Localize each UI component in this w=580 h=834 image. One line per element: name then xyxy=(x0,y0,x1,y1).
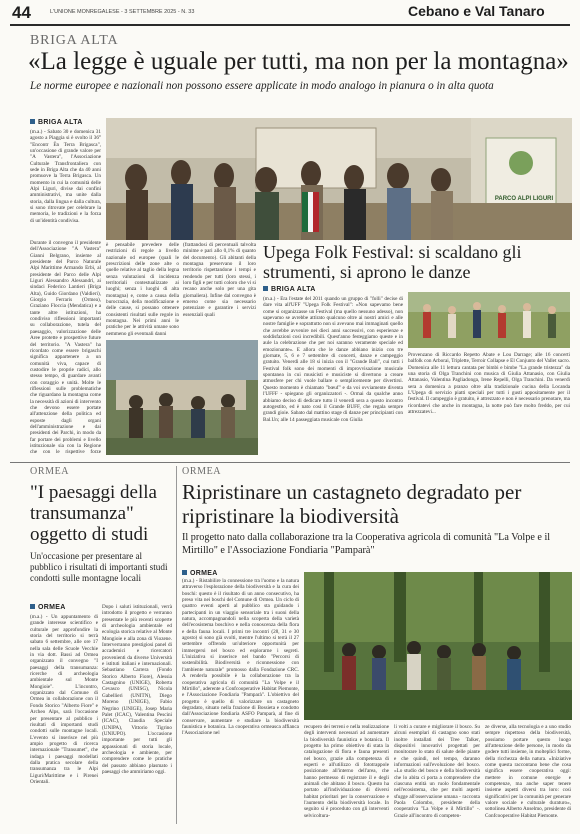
paesaggi-headline: "I paesaggi della transumanza" oggetto di studi xyxy=(30,482,157,545)
photo-conference xyxy=(106,118,572,240)
section-divider xyxy=(10,462,570,463)
byline-square-icon xyxy=(30,119,35,124)
page-header xyxy=(0,0,580,24)
castagneto-headline: Ripristinare un castagneto degradato per ripristinare la biodiversità xyxy=(182,480,522,528)
castagneto-byline-square-icon xyxy=(182,570,187,575)
kicker: BRIGA ALTA xyxy=(30,33,119,48)
paesaggi-col1: (m.a.) - Un appuntamento di grande interesse scientifico e culturale per approfondire la storia del territorio si terrà sabato 6 settembre, alle ore 17 nella sala delle Scuole Vecchie in via dott. Bassi ad Ormea organizzato il convegno "I paesaggi della transumanza: ricerche di archeologia ambientale sul Monte Mongioie". L'incontro, organizzato dal Comune di Ormea in collaborazione con il Fondo Storico "Alberto Fiore" e Archeo Alps, sarà l'occasione per presentare al pubblico i risultati di importanti studi condotti sulle montagne locali. L'evento si inserisce nel più ampio progetto di ricerca internazionale "Transumet", che indaga i paesaggi modellati dalla pratica secolare della transumanza tra le Alpi Liguri/Marittime e i Pirenei Orientali. xyxy=(30,614,98,785)
header-rule xyxy=(10,24,570,26)
photo-folk-dance xyxy=(408,292,570,348)
paesaggi-kicker: ORMEA xyxy=(30,466,70,477)
castagneto-subhead: Il progetto nato dalla collaborazione tra la Cooperativa agricola di comunità "La Volpe e il Mirtillo" e l'Associazione Fondiaria "Pamparà" xyxy=(182,532,551,556)
castagneto-col1: (m.a.) - Ristabilire la connessione tra l'uomo e la natura attraverso l'esplorazione della biodiversità e la cura dei boschi: questo è il risultato di un anno consecutivo, ha preso vita nei boschi del Comune di Ormea. Un ciclo di quattro eventi aperti al pubblico sta guidando i partecipanti in un viaggio sensoriale tra i suoni della natura, accompagnandoli nella scoperta della varietà dell'ecosistema boschivo e nella conoscenza della flora e della fauna locali. I primi tre incontri (28, 31 e 30 agosto) si sono già svolti, mentre l'ultimo si terrà il 27 settembre offrendo un'ulteriore opportunità per immergersi nel bosco ed esplorarne i segreti. L'iniziativa si inserisce nel bando "Percorsi di sostenibilità. Biodiversità e riconnessione con l'ambiente naturale" promosso dalla Fondazione CRC. A renderla possibile è la collaborazione tra la cooperativa agricola di comunità "La Volpe e il Mirtillo", aderente a Confcooperative Habitat Piemonte, e l'Associazione Fondiaria "Pamparà". L'obiettivo del progetto è quello di valorizzare un castagneto degradato, situato nella frazione di Bossieta e condotto dall'Associazione fondiaria ASFO Pamparà, al fine di conservare, aumentare e studiare la biodiversità faunistica e botanica. La cooperativa ormeasca affianca l'Associazione nel xyxy=(182,578,299,737)
folk-byline-square-icon xyxy=(263,286,268,291)
paesaggi-byline-text: ORMEA xyxy=(38,604,66,611)
folk-col1: (m.a.) - Era l'estate del 2011 quando un gruppo di "folli" decise di dare vita all'UFF "Upega Folk Festival": «Non sapevamo bene come si organizzasse un Festival (ma quello nessuno adesso), non sapevamo se avrebbe attirato qualcuno oltre ai nostri amici e alle nostre famiglie e soprattutto non si avevano mai immaginati quello che avrebbe avvenire nei dieci anni successivi, con esperienze e soddisfazioni così incredibili. Quest'anno festeggiamo queste e in aule la celebrazione che per noi saranno veramente speciale ed emozionante». E allora che le danze abbiano inizio con tre giornate, 5, 6 e 7 settembre di concerti, danze e campeggio gratuito. Venerdì alle 18 si inizia con il "Grande Ball", cui tutti i Festival folk sono dei momenti di improvvisazione musicale spontanea in cui musicisti e musiciste si divertono a creare atmosfere per chi vuole ballare o semplicemente per divertirsi. Questo momento è chiamato "bœuf" e da voi ovviamente diventa l'UFFF - spiegano gli organizzatori -. Ormai da qualche anno abbiamo deciso di dedicare tutto il venerdì sera a questo incontro autogestito, ed è nato così il Grande BUFF, che regala sempre grandi gioie. Sabato dal mattino stage di danze per principianti con Bal.Un; alle 14 passeggiata musicale con Giulia xyxy=(263,296,403,423)
article-top-col3: (frattandosi di percentuali talvolta minime e pari allo 0,1% di quanto del documento). Gli abitanti della montagna preservano il loro territorio rispettandone i tempi e rendendo per tutti (loro stessi, i loro figli e per tutti coloro che vi si recano anche solo per una gita giornaliera). Infine dal convegno è emerso come sia necessario potenziare e garantire i servizi essenziali quali xyxy=(183,242,256,318)
photo-conference-image xyxy=(106,118,572,240)
column-divider xyxy=(176,466,177,824)
castagneto-kicker: ORMEA xyxy=(182,466,222,477)
subhead: Le norme europee e nazionali non possono essere applicate in modo analogo in pianura o in alta quota xyxy=(30,80,494,92)
section-title: Cebano e Val Tanaro xyxy=(408,3,545,19)
article-top-col2: è pensabile prevedere delle restrizioni di regole a livello nazionale od europee (quali le prescrizioni delle zone alte o quelle relative al taglio della legna senza valutazioni di incidenza territoriali contestualizzate ai luoghi; senza i luoghi di alta montagna) e, come a causa della burocrazia, della modificazione e delle cause, si possano ottenere consistenti risultati sulle regole in montagna. Nei primi anni le pratiche per le attività umane sono nemmeno gli eventuali danni xyxy=(106,242,179,337)
headline: «La legge è uguale per tutti, ma non per la montagna» xyxy=(28,48,569,75)
folk-byline-text: BRIGA ALTA xyxy=(271,286,316,293)
article-top-col1: Durante il convegno il presidente dell'Associazione "A Vastera" Gianni Belgrano, insieme al presidente del Parco Naturale Alpi Marittime Armando Erbì, al presidente del Parco delle Alpi Liguri Alessandro Alessandri, ai sindaci Federico Lantieri (Briga Alta), Guido Giordano (Valdieri), Giorgio Ferraris (Ormea), Graziano Floccia (Mendatica) e a tante altre istituzioni, ha condiviso riflessioni importanti su collaborazione, tutela del paesaggio, valorizzazione delle Aree protette e prospettive future del territorio. "A Vastera" ha ricordato come essere brigaschi significa appartenere a un comunità viva, capace di custodire le proprie radici, allo stesso tempo, di guardare avanti con coraggio e unità. Molte le riflessioni sulle problematiche che riguardano la montagna come la necessità di azioni di intervento che devono essere portate all'attenzione della politica ed esposte dagli organi dell'amministrazione e dai presidenti dei Parchi, in modo da far portare dei problemi e livello istituzionale sia con la Regione che con le rispettive forze xyxy=(30,240,101,455)
photo-banner-text: PARCO ALPI LIGURI xyxy=(494,196,554,202)
castagneto-byline xyxy=(182,570,218,577)
paesaggi-byline xyxy=(30,604,66,611)
paesaggi-byline-square-icon xyxy=(30,604,35,609)
paesaggi-subhead: Un'occasione per presentare al pubblico i risultati di importanti studi condotti sulle montagne locali xyxy=(30,551,168,583)
publication-line: L'UNIONE MONREGALESE - 3 SETTEMBRE 2025 - N. 33 xyxy=(50,9,195,15)
photo-stage-image xyxy=(106,340,258,455)
folk-byline xyxy=(263,286,316,293)
castagneto-col4: ze diverse, alla tecnologia e a uno studio sempre rispettoso della biodiversità, possiamo portare questo luogo all'attenzione delle persone, in modo da godere tutti insieme, in molteplici forme, della ricchezza della natura. «Iniziative come questa raccontano bene che cosa significa essere cooperativa oggi: mettere in comune energie e competenze, ma anche saper tenere insieme aspetti diversi tra loro: così significativi per la comunità per generare valore sociale e culturale duraturo», sottolinea Alberto Anselmo, presidente di Confcooperative Habitat Piemonte. xyxy=(485,724,571,819)
paesaggi-col2: Dopo i saluti istituzionali, verrà introdotto il progetto e verranno presentate le più recenti scoperte di archeologia ambientale ed ecologia storica relative al Monte Mongioie e alla zona di Viozene. Interverranno prestigiosi panel di accademici e ricercatori provenienti da diverse Università e istituti italiani e internazionali. Sebastiano Carrera (Fondo Storico Alberto Fiore), Alessia Castagnino (UNIGE), Roberta Cevasco (UNISG), Nicola Gabellieri (UNITN), Diego Moreno (UNIGE), Fabio Negrino (UNIGE), Josep Maria Palet (ICAC), Valentina Pescini (ICAC), Claudia Speciale (UNIPA), Vittorio Tigrino (UNIUPO). L'occasione importante per tutti gli appassionati di storia locale, archeologia e ambiente, per comprendere come le pratiche del passato abbiano plasmato i paesaggi che ammiriamo oggi. xyxy=(102,604,172,775)
folk-headline: Upega Folk Festival: si scaldano gli strumenti, si aprono le danze xyxy=(263,242,522,282)
article-top-lead: (m.a.) - Sabato 30 e domenica 31 agosto a Piaggia si è svolto il 36° "Encontr Ën Terra Brigasca", un'occasione di grande valore per "A Vastera", l'Associazione Culturale Transfrontaliera con sede in Briga Alta che da 40 anni promuove la Terra Brigasca. Un momento in cui la comunità delle Alpi Liguri, divise dai confini amministrativi, ma unite dalla storia, dalla lingua e dalla cultura, si sono ritrovate per celebrare la memoria, le tradizioni e la forza di un'identità condivisa. xyxy=(30,129,101,224)
castagneto-byline-text: ORMEA xyxy=(190,570,218,577)
page-number: 44 xyxy=(12,3,31,22)
castagneto-col2: recupero dei terreni e nella realizzazione degli interventi necessari ad aumentare la biodiversità faunistica e botanica. Il progetto ha primo obiettivo di stata la catalogazione di flora e fauna presenti nel bosco, grazie alla competenza di esperti e all'utilizzo di fototrappole posizionate all'interno dell'area, che hanno permesso di registrare il e degli animali che abitano il bosco. Questo ha portato all'individuazione di diversi habitat prioritari per la conservazione e l'aumento della biodiversità locale. In seguito sì è proceduto con gli interventi selvicoltura- xyxy=(304,724,389,819)
byline xyxy=(30,119,83,126)
byline-text: BRIGA ALTA xyxy=(38,119,83,126)
photo-forest-group-image xyxy=(304,572,572,720)
folk-col2: Provenzano di Riccardo Repetto Abate e Lou Darrage; alle 16 concerti balfolk con Arborai, Triplette, Terroir Collapse e El Conjunto del Vallet sacro. Domenica alle 11 lettura cantata per bimbi e bimbe "La grande tristezza" da una storia di Olga Tranchini con musica di Giulia Attanasio, con Giulia Attanasio, Valentina Pagliadonga, Irene Repelli, Olga Tranchini. Da venerdì sera a domenica a pranzo oltre alla tradizionale cucina della Locanda L'Upega di servizio piatti speciali per tutti i gusti appositamente per il festival. Il campeggio è gratuito, è attrezzato e non è necessario prenotare, ma ricordatevi che anche in montagna, la notte può fare molto freddo, per cui attrezzatevi... xyxy=(408,352,570,416)
photo-stage xyxy=(106,340,258,455)
photo-folk-dance-image xyxy=(408,292,570,348)
photo-forest-group xyxy=(304,572,572,720)
castagneto-col3: li volti a curare e migliorare il bosco. Su alcuni esemplari di castagno sono stati inoltre installati dei Tree Talker, dispositivi innovativi progettati per monitorare lo stato di salute delle piante e che quindi, nel tempo, daranno informazioni sull'evoluzione del bosco. «Lo studio del bosco e della biodiversità che lo abita ci porta a comprendere che ciascuna entità un ruolo fondamentale nell'ecosistema, che per molti aspetti sfugge all'osservazione umana - racconta Paola Colombo, presidente della cooperativa "La Volpe e il Mirtillo" -. Grazie all'incontro di competen- xyxy=(394,724,480,819)
